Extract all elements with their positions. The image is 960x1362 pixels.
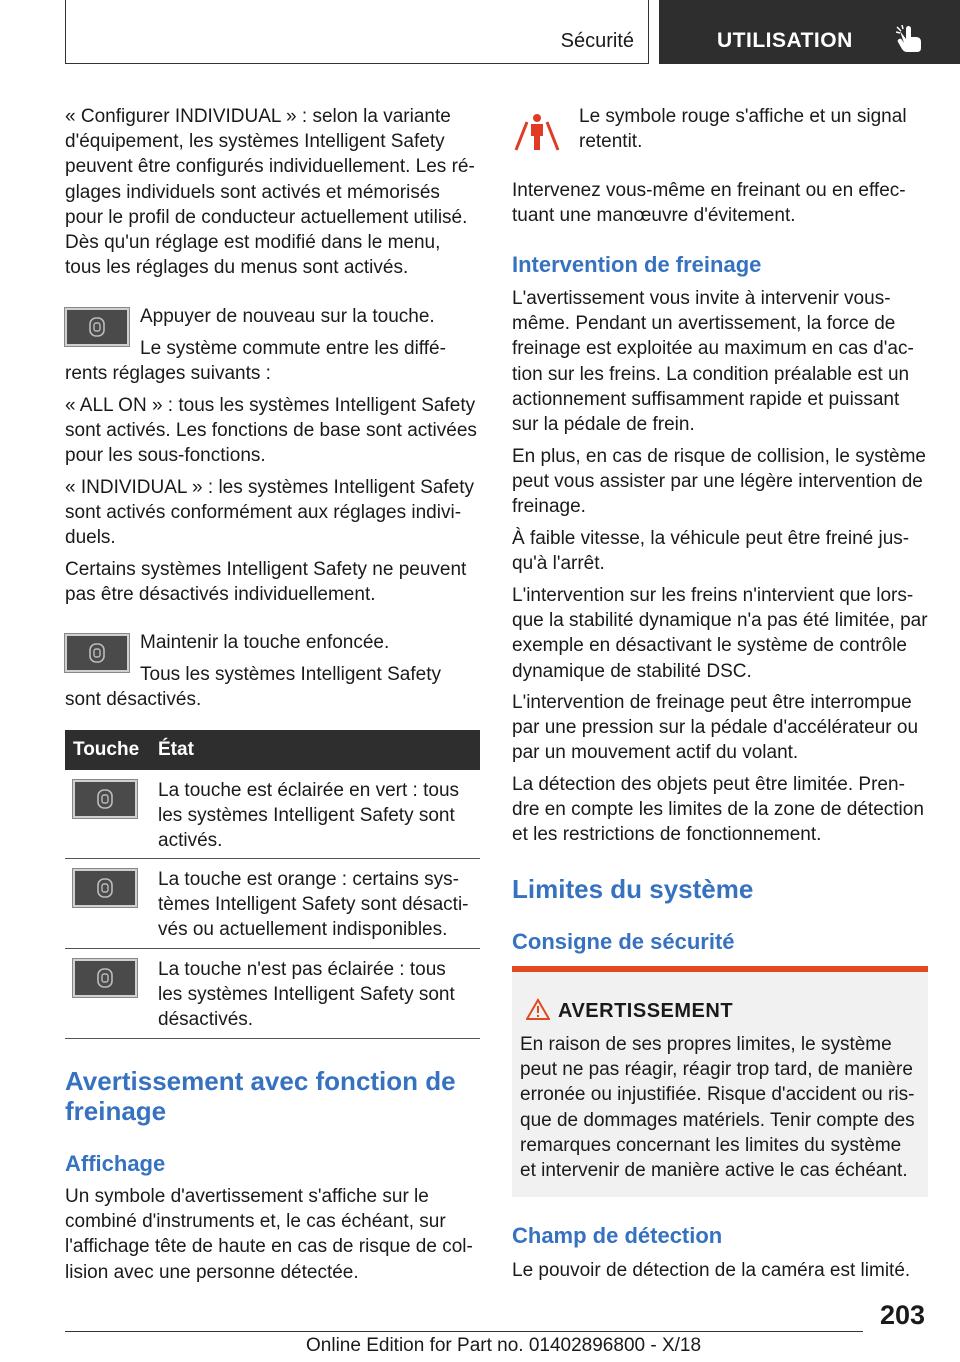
hold-button-text: Maintenir la touche enfoncée. — [140, 632, 390, 653]
car-safety-icon — [87, 642, 107, 664]
red-symbol-text: Le symbole rouge s'affiche et un signal — [579, 106, 907, 127]
car-safety-icon — [95, 788, 115, 810]
warning-box — [512, 966, 928, 1197]
table-cell-state: La touche est éclairée en vert : tous les systèmes Intelligent Safety sont activés. — [158, 780, 460, 852]
car-safety-icon — [95, 967, 115, 989]
footer-edition-text: Online Edition for Part no. 01402896800 - X/18 — [306, 1335, 702, 1356]
braking-paragraph-3: À faible vitesse, la véhicule peut être freiné jus- qu'à l'arrêt. — [512, 528, 910, 575]
braking-paragraph-5: L'intervention de freinage peut être interrompue par une pression sur la pédale d'accélérateur ou par un mouvement actif du volant. — [512, 692, 919, 764]
table-header-button: Touche — [73, 739, 140, 760]
table-row — [65, 949, 480, 1039]
header-section-title: Sécurité — [560, 30, 634, 52]
braking-paragraph-6: La détection des objets peut être limitée. Pren- dre en compte les limites de la zone de détection et les restrictions de fonctionnement. — [512, 774, 924, 846]
page-header — [0, 0, 960, 66]
header-section-box — [65, 0, 649, 64]
heading-detection-field: Champ de détection — [512, 1223, 723, 1248]
footer-edition — [306, 1335, 701, 1357]
header-chapter-box — [659, 0, 960, 64]
pedestrian-warning-icon — [514, 112, 560, 152]
table-cell-state: La touche n'est pas éclairée : tous les systèmes Intelligent Safety sont désactivés. — [158, 959, 455, 1031]
heading-warning-braking: Avertissement avec fonction de freinage — [65, 1066, 456, 1126]
display-paragraph: Un symbole d'avertissement s'affiche sur le combiné d'instruments et, le cas échéant, sur l'affichage tête de haute en cas de risque de col- lision avec une personne détectée. — [65, 1186, 473, 1283]
button-state-table — [65, 730, 480, 1039]
car-safety-icon — [87, 316, 107, 338]
warning-text: En raison de ses propres limites, le système peut ne pas réagir, réagir trop tard, de manière erronée ou injustifiée. Risque d'accident ou ris- que de dommages matériels. Tenir compte des remarques concernant les limites du système et intervenir de manière active le cas échéant. — [520, 1034, 915, 1182]
press-again-text: Appuyer de nouveau sur la touche. — [140, 306, 435, 327]
detection-paragraph: Le pouvoir de détection de la caméra est limité. — [512, 1260, 911, 1281]
warning-title: AVERTISSEMENT — [558, 1000, 734, 1022]
hand-pointer-icon — [896, 25, 922, 53]
braking-paragraph-2: En plus, en cas de risque de collision, le système peut vous assister par une légère intervention de freinage. — [512, 446, 926, 518]
button-off-image — [73, 959, 137, 997]
all-deactivated-text-cont: sont désactivés. — [65, 689, 202, 710]
heading-braking-intervention: Intervention de freinage — [512, 252, 762, 277]
heading-display: Affichage — [65, 1151, 166, 1176]
intervene-paragraph: Intervenez vous-même en freinant ou en effec- tuant une manœuvre d'évitement. — [512, 180, 906, 227]
red-symbol-text-cont: retentit. — [579, 131, 643, 152]
button-green-image — [73, 780, 137, 818]
config-individual-paragraph: « Configurer INDIVIDUAL » : selon la variante d'équipement, les systèmes Intelligent Safety peuvent être configurés individuellement. Les ré- glages individuels sont activés et mémorisés pour le profil de conducteur actuellement utilisé. Dès qu'un réglage est modifié dans le menu, tous les réglages du menus sont activés. — [65, 106, 475, 279]
certain-systems-paragraph: Certains systèmes Intelligent Safety ne peuvent pas être désactivés individuellement. — [65, 559, 467, 606]
table-cell-state: La touche est orange : certains sys- tèmes Intelligent Safety sont désacti- vés ou actuellement indisponibles. — [158, 869, 469, 941]
system-switches-text-cont: rents réglages suivants : — [65, 363, 271, 384]
table-header-state: État — [158, 739, 194, 760]
table-row — [65, 859, 480, 949]
warning-triangle-icon — [526, 998, 550, 1020]
intelligent-safety-button-image-2 — [65, 634, 129, 672]
footer-divider — [65, 1331, 863, 1332]
page-number: 203 — [880, 1300, 926, 1330]
heading-system-limits: Limites du système — [512, 874, 754, 904]
heading-safety-note: Consigne de sécurité — [512, 929, 735, 954]
car-safety-icon — [95, 877, 115, 899]
intelligent-safety-button-image — [65, 308, 129, 346]
system-switches-text: Le système commute entre les diffé- — [140, 338, 446, 359]
table-row — [65, 770, 480, 859]
braking-paragraph-4: L'intervention sur les freins n'intervient que lors- que la stabilité dynamique n'a pas été limitée, par exemple en désactivant le système de contrôle dynamique de stabilité DSC. — [512, 585, 928, 682]
all-deactivated-text: Tous les systèmes Intelligent Safety — [140, 664, 441, 685]
button-orange-image — [73, 869, 137, 907]
all-on-paragraph: « ALL ON » : tous les systèmes Intelligent Safety sont activés. Les fonctions de base sont activées pour les sous-fonctions. — [65, 395, 477, 467]
table-header — [65, 730, 480, 770]
braking-paragraph-1: L'avertissement vous invite à intervenir vous- même. Pendant un avertissement, la force de freinage est exploitée au maximum en cas d'ac- tion sur les freins. La condition préalable est un actionnement suffisamment rapide et puissant sur la pédale de frein. — [512, 288, 914, 436]
header-chapter-title: UTILISATION — [717, 29, 853, 52]
individual-paragraph: « INDIVIDUAL » : les systèmes Intelligent Safety sont activés conformément aux réglages indivi- duels. — [65, 477, 475, 549]
